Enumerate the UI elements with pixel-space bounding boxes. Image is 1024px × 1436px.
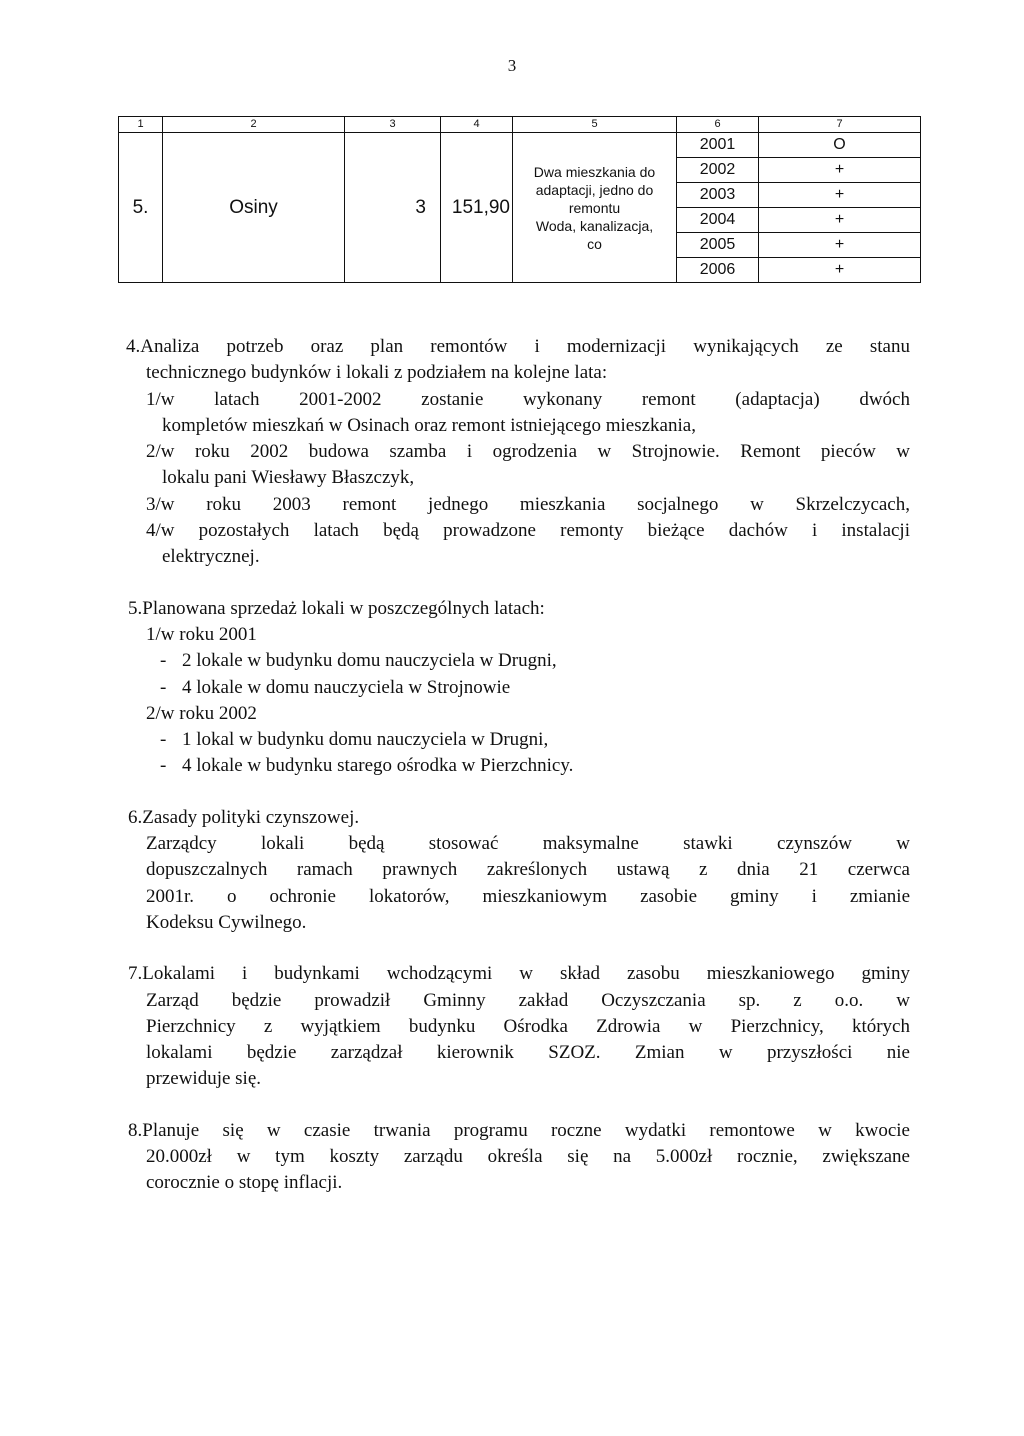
area-value: 151,90 [441,133,513,283]
description-line: co [587,235,602,252]
description-line: remontu [568,199,621,216]
paragraph-line: dopuszczalnych ramach prawnych zakreślonych ustawą z dnia 21 czerwca [146,859,910,881]
table-row [119,133,921,158]
list-item: - 1 lokal w budynku domu nauczyciela w Drugni, [160,729,549,751]
header-cell: 5 [513,117,677,133]
paragraph-line: lokalami będzie zarządzał kierownik SZOZ. Zmian w przyszłości nie [146,1042,910,1064]
table-header-row [119,117,921,133]
header-cell: 6 [677,117,759,133]
paragraph-line: 20.000zł w tym koszty zarządu określa się na 5.000zł rocznie, zwiększane [146,1146,910,1168]
paragraph-line: technicznego budynków i lokali z podziałem na kolejne lata: [146,362,608,384]
paragraph-line: 4/w pozostałych latach będą prowadzone remonty bieżące dachów i instalacji [146,520,910,542]
list-item: - 4 lokale w budynku starego ośrodka w Pierzchnicy. [160,755,574,777]
paragraph-line: elektrycznej. [162,546,260,568]
unit-count: 3 [345,133,441,283]
paragraph-line: Kodeksu Cywilnego. [146,911,307,933]
paragraph-line: 2001r. o ochronie lokatorów, mieszkaniowym zasobie gminy i zmianie [146,885,910,907]
paragraph-line: 7.Lokalami i budynkami wchodzącymi w skład zasobu mieszkaniowego gminy [128,963,910,985]
description-line: adaptacji, jedno do [535,181,654,198]
description-cell [513,133,677,283]
paragraph-line: 2/w roku 2002 budowa szamba i ogrodzenia w Strojnowie. Remont pieców w [146,441,910,463]
section-5 [108,596,910,780]
header-cell: 1 [119,117,163,133]
paragraph-line: kompletów mieszkań w Osinach oraz remont istniejącego mieszkania, [162,414,696,436]
mark-cell: + [759,183,921,208]
year-cell: 2006 [677,258,759,283]
paragraph-line: corocznie o stopę inflacji. [146,1172,343,1194]
year-heading: 1/w roku 2001 [146,623,257,645]
paragraph-line: Pierzchnicy z wyjątkiem budynku Ośrodka Zdrowia w Pierzchnicy, których [146,1015,910,1037]
list-item: - 2 lokale w budynku domu nauczyciela w Drugni, [160,650,557,672]
mark-cell: O [759,133,921,158]
header-cell: 7 [759,117,921,133]
page-number: 3 [507,56,517,75]
mark-cell: + [759,233,921,258]
paragraph-line: Zarząd będzie prowadził Gminny zakład Oczyszczania sp. z o.o. w [146,989,910,1011]
header-cell: 3 [345,117,441,133]
section-title: 5.Planowana sprzedaż lokali w poszczególnych latach: [128,597,545,619]
section-4 [108,334,910,571]
mark-cell: + [759,258,921,283]
list-item: - 4 lokale w domu nauczyciela w Strojnowie [160,676,511,698]
paragraph-line: 8.Planuje się w czasie trwania programu roczne wydatki remontowe w kwocie [128,1119,910,1141]
year-cell: 2005 [677,233,759,258]
section-8 [108,1118,910,1197]
section-6 [108,805,910,936]
year-cell: 2003 [677,183,759,208]
section-title: 6.Zasady polityki czynszowej. [128,806,360,828]
header-cell: 2 [163,117,345,133]
paragraph-line: przewiduje się. [146,1068,262,1090]
mark-cell: + [759,208,921,233]
location-name: Osiny [163,133,345,283]
paragraph-line: Zarządcy lokali będą stosować maksymalne stawki czynszów w [146,833,910,855]
document-body [108,334,910,1222]
paragraph-line: 3/w roku 2003 remont jednego mieszkania socjalnego w Skrzelczycach, [146,493,910,515]
year-heading: 2/w roku 2002 [146,702,257,724]
description-line: Woda, kanalizacja, [535,217,654,234]
header-cell: 4 [441,117,513,133]
description-line: Dwa mieszkania do [533,163,656,180]
year-cell: 2001 [677,133,759,158]
housing-table [118,116,921,283]
year-cell: 2004 [677,208,759,233]
paragraph-line: 1/w latach 2001-2002 zostanie wykonany remont (adaptacja) dwóch [146,388,910,410]
mark-cell: + [759,158,921,183]
row-number: 5. [119,133,163,283]
section-7 [108,961,910,1092]
paragraph-line: 4.Analiza potrzeb oraz plan remontów i modernizacji wynikających ze stanu [126,336,910,357]
year-cell: 2002 [677,158,759,183]
paragraph-line: lokalu pani Wiesławy Błaszczyk, [162,467,415,489]
